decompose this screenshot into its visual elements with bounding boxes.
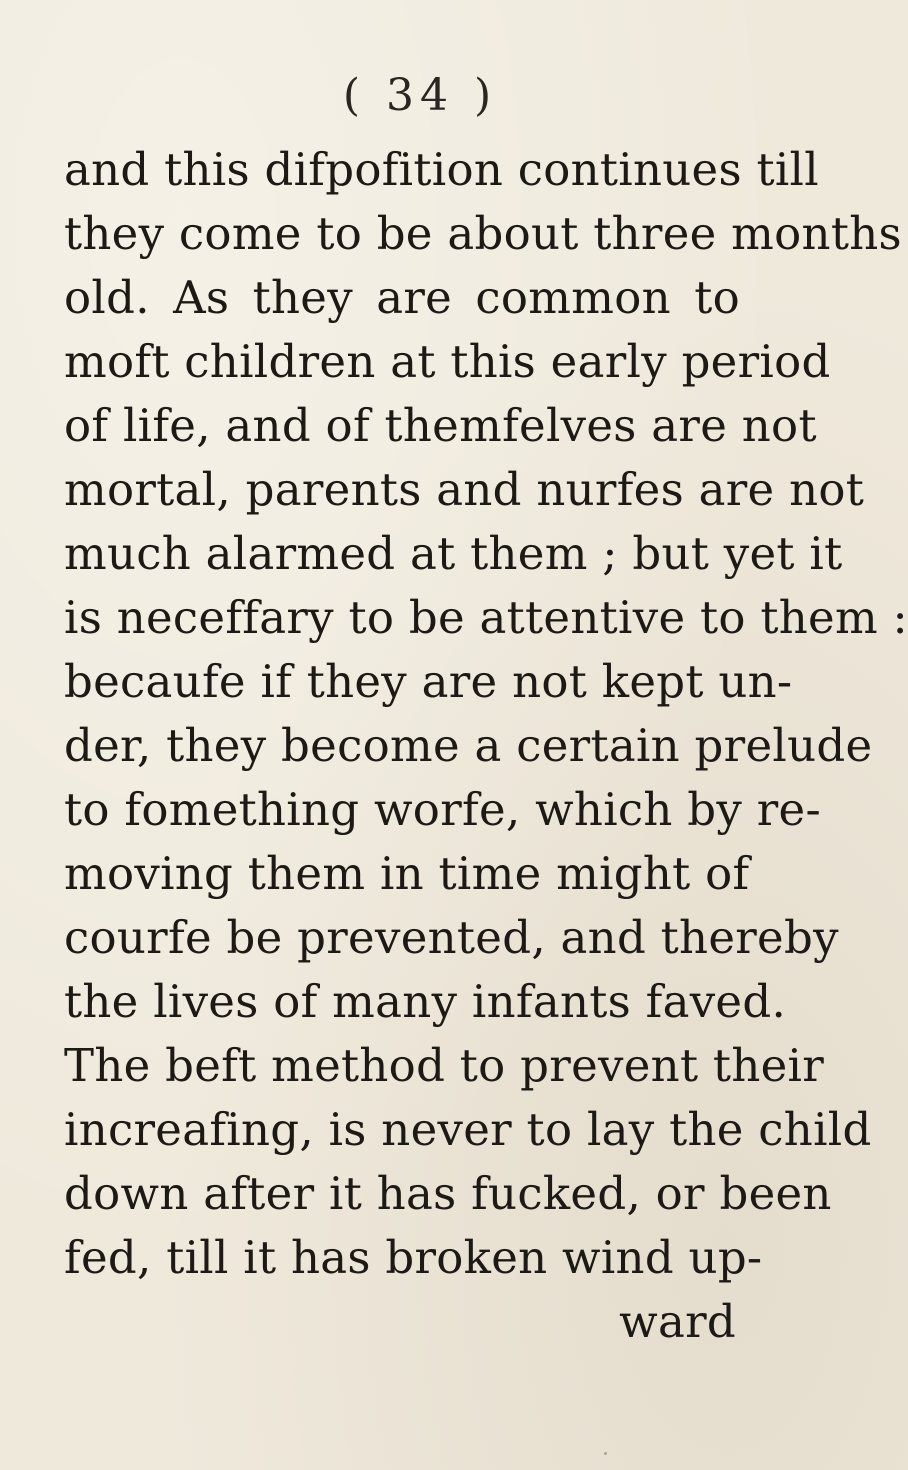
text-line-14: the lives of many infants faved. (64, 975, 787, 1028)
text-line-6: mortal, parents and nurfes are not (64, 463, 865, 516)
text-line-3: old. As they are common to (64, 271, 740, 324)
text-line-12: moving them in time might of (64, 847, 750, 900)
text-line-11: to fomething worfe, which by re- (64, 783, 821, 836)
text-line-13: courfe be prevented, and thereby (64, 911, 839, 964)
text-line-15: The beft method to prevent their (64, 1039, 825, 1092)
paper-speck (770, 1190, 773, 1193)
text-line-8: is neceffary to be attentive to them : (64, 591, 908, 644)
page-number: ( 34 ) (342, 70, 498, 121)
text-line-16: increafing, is never to lay the child (64, 1103, 872, 1156)
catchword: ward (619, 1295, 736, 1348)
text-line-17: down after it has fucked, or been (64, 1167, 832, 1220)
text-line-9: becaufe if they are not kept un- (64, 655, 793, 708)
text-line-5: of life, and of themfelves are not (64, 399, 817, 452)
text-line-18: fed, till it has broken wind up- (64, 1231, 763, 1284)
text-line-10: der, they become a certain prelude (64, 719, 873, 772)
text-line-1: and this difpofition continues till (64, 143, 819, 196)
text-line-4: moft children at this early period (64, 335, 831, 388)
paper-speck (726, 1320, 729, 1323)
text-line-2: they come to be about three months (64, 207, 902, 260)
paper-speck (604, 1452, 607, 1455)
text-line-7: much alarmed at them ; but yet it (64, 527, 843, 580)
